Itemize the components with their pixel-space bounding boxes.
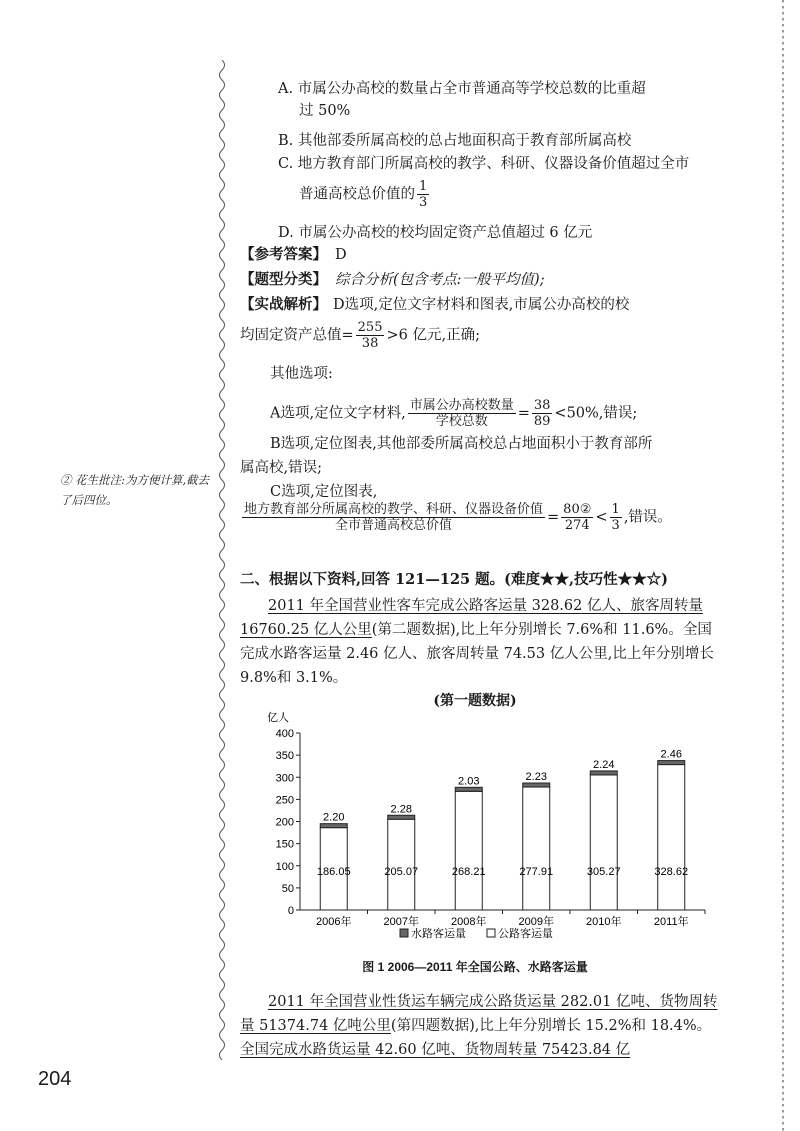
x-tick-label: 2010年 (586, 916, 622, 928)
bar-road-2007年 (388, 819, 415, 910)
bar-road-2010年 (590, 775, 617, 910)
legend-water-label: 水路客运量 (411, 928, 466, 940)
bar-road-2008年 (455, 791, 482, 910)
road-value-label: 268.21 (451, 866, 486, 878)
section-paragraph-2: 2011 年全国营业性货运车辆完成公路货运量 282.01 亿吨、货物周转量 51374.74 亿吨公里(第四题数据),比上年分别增长 15.2%和 18.4%。全国完成水路货运量 42.60 亿吨、货物周转量 75423.84 亿 (240, 994, 718, 1058)
y-tick-label: 0 (287, 905, 294, 917)
bar-water-2008年 (455, 787, 482, 791)
option-d: D. 市属公办高校的校均固定资产总值超过 6 亿元 (278, 225, 593, 241)
legend-road-swatch (487, 929, 495, 937)
bar-water-2010年 (590, 771, 617, 775)
y-tick-label: 200 (275, 816, 294, 829)
option-c-fraction: $\frac{1}{3}$ (419, 179, 428, 210)
option-a-line2: 过 50% (299, 103, 351, 119)
bar-water-2007年 (388, 815, 415, 819)
water-value-label: 2.03 (458, 775, 480, 788)
chart-caption: 图 1 2006—2011 年全国公路、水路客运量 (362, 960, 588, 974)
road-value-label: 205.07 (384, 866, 419, 878)
analysis-b-line1: B选项,定位图表,其他部委所属高校总占地面积小于教育部所 (270, 436, 653, 452)
question-type: 【题型分类】 综合分析(包含考点:一般平均值); (240, 271, 545, 288)
option-c-line2: 普通高校总价值的 $\frac{1}{3}$ (299, 179, 428, 210)
chart-heading: (第一题数据) (433, 693, 517, 709)
legend-road-label: 公路客运量 (498, 928, 553, 940)
analysis-c-line1: C选项,定位图表, (270, 484, 378, 500)
analysis-c-formula: $\frac{\text{地方教育部分所属高校的教学、科研、仪器设备价值}}{\text{全市普通高校总价值}}$ = $\frac{\text{80②}}{274}$ < $\frac{1}{3}$ ,错误。 (244, 502, 672, 533)
water-value-label: 2.24 (593, 758, 615, 771)
option-c (278, 153, 738, 210)
analysis-a: A选项,定位文字材料, $\frac{\text{市属公办高校数量}}{\text{学校总数}}$ = $\frac{38}{89}$ <50%,错误; (270, 398, 638, 429)
passenger-volume-chart (255, 705, 715, 955)
y-axis-label: 亿人 (267, 712, 289, 724)
option-c-line1: C. 地方教育部门所属高校的教学、科研、仪器设备价值超过全市 (278, 156, 690, 172)
x-tick-label: 2009年 (518, 916, 554, 928)
water-value-label: 2.28 (390, 803, 412, 816)
y-tick-label: 300 (275, 772, 294, 785)
section-heading: 二、根据以下资料,回答 121—125 题。(难度★★,技巧性★★☆) (240, 571, 668, 588)
reference-answer: 【参考答案】 D (240, 246, 347, 263)
analysis-line2: 均固定资产总值= $\frac{255}{38}$ >6 亿元,正确; (240, 320, 480, 351)
x-tick-label: 2006年 (316, 916, 352, 928)
x-tick-label: 2008年 (451, 916, 487, 928)
analysis-line1: 【实战解析】 D选项,定位文字材料和图表,市属公办高校的校 (240, 296, 630, 313)
binding-dotted-line (782, 0, 784, 1131)
legend-water-swatch (400, 929, 408, 937)
water-value-label: 2.46 (660, 748, 682, 761)
margin-wavy-divider (215, 60, 229, 1060)
bar-water-2009年 (523, 783, 550, 787)
water-value-label: 2.20 (323, 811, 345, 824)
bar-road-2011年 (658, 765, 685, 910)
y-tick-label: 100 (275, 860, 294, 873)
bar-water-2011年 (658, 761, 685, 765)
margin-annotation: ② 花生批注:为方便计算,截去了后四位。 (60, 473, 210, 507)
y-tick-label: 250 (275, 794, 294, 807)
section-paragraph-1: 2011 年全国营业性客车完成公路客运量 328.62 亿人、旅客周转量 16760.25 亿人公里(第二题数据),比上年分别增长 7.6%和 11.6%。全国完成水路客运量 2.46 亿人、旅客周转量 74.53 亿人公里,比上年分别增长 9.8%和 3.1%。 (240, 598, 714, 686)
analysis-b-line2: 属高校,错误; (240, 460, 322, 476)
other-options-label: 其他选项: (270, 366, 333, 382)
water-value-label: 2.23 (525, 771, 547, 784)
x-tick-label: 2007年 (383, 916, 419, 928)
option-b: B. 其他部委所属高校的总占地面积高于教育部所属高校 (278, 133, 632, 149)
y-tick-label: 150 (275, 838, 294, 851)
y-tick-label: 50 (281, 882, 294, 895)
page-number: 204 (38, 1068, 72, 1090)
bar-road-2009年 (523, 787, 550, 910)
option-a (278, 78, 738, 122)
x-tick-label: 2011年 (653, 916, 689, 928)
road-value-label: 305.27 (586, 866, 621, 878)
road-value-label: 277.91 (519, 866, 554, 878)
road-value-label: 186.05 (316, 866, 351, 878)
option-a-line1: A. 市属公办高校的数量占全市普通高等学校总数的比重超 (278, 81, 646, 97)
y-tick-label: 350 (275, 750, 294, 763)
road-value-label: 328.62 (654, 866, 689, 878)
bar-water-2006年 (320, 824, 347, 828)
y-tick-label: 400 (275, 728, 294, 740)
